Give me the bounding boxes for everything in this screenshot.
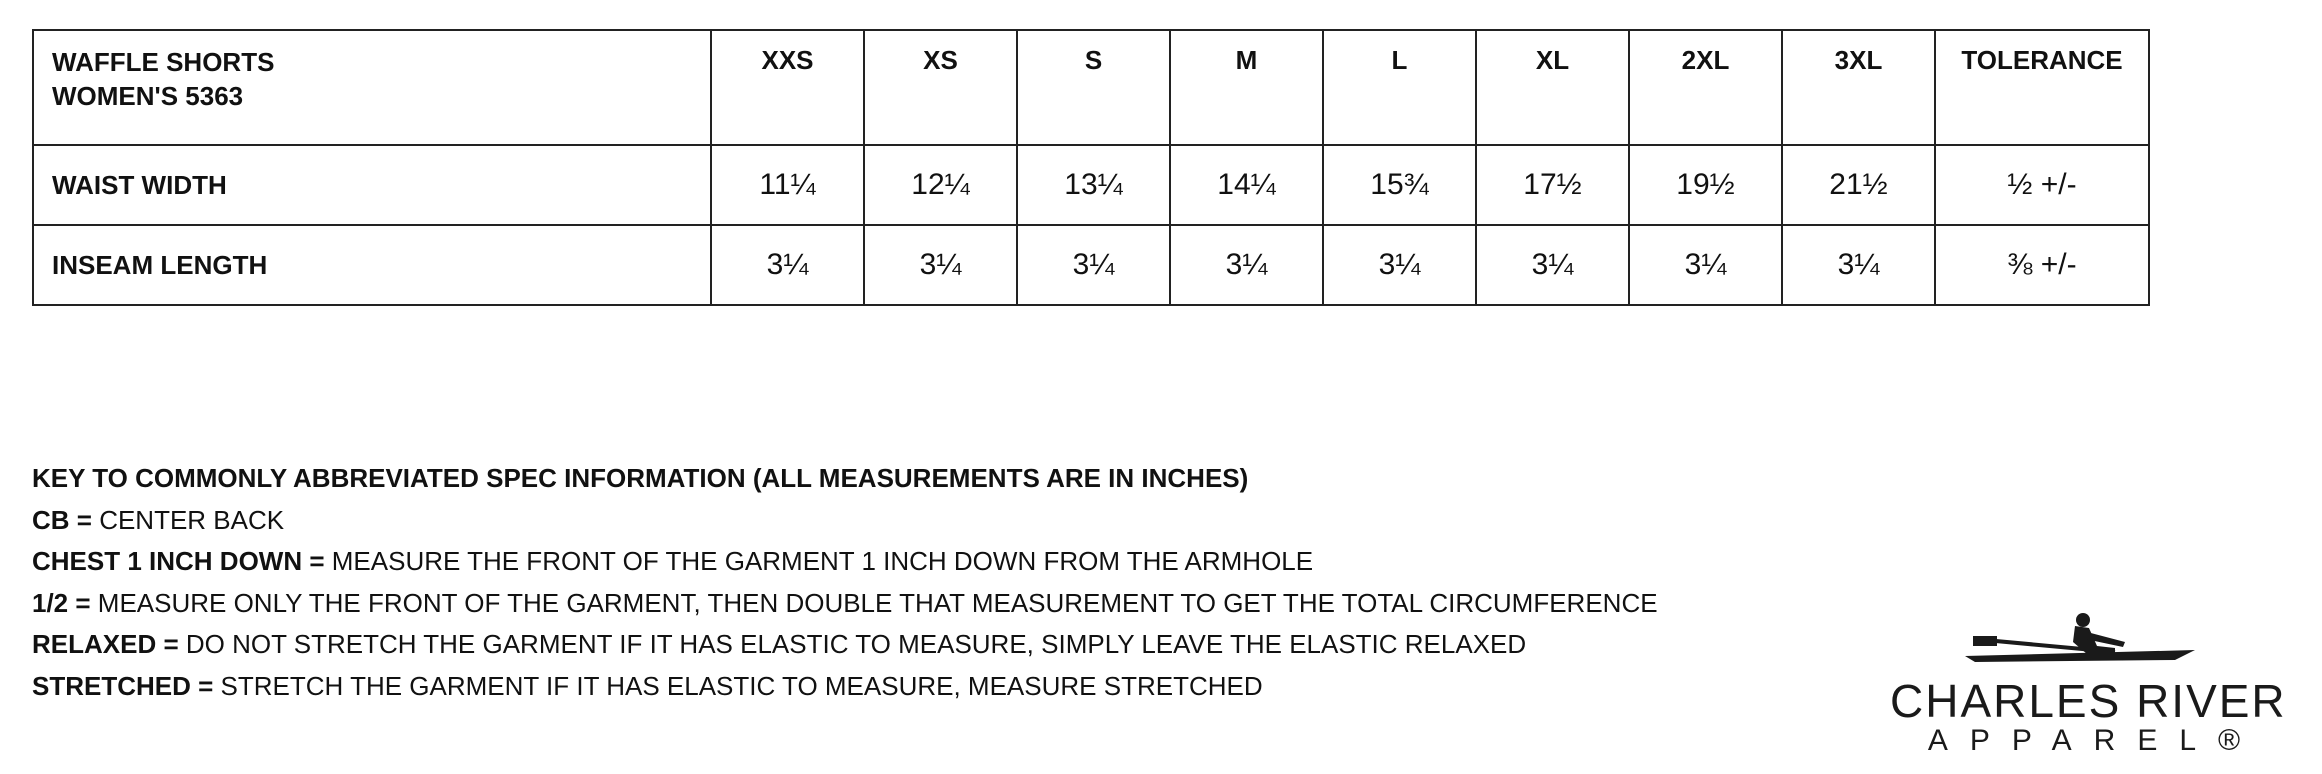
measurement-cell: 3¼ [711, 225, 864, 305]
size-header: XL [1476, 30, 1629, 145]
measurement-cell: 12¼ [864, 145, 1017, 225]
key-definition: CENTER BACK [91, 504, 285, 535]
measurement-cell: 3¼ [1476, 225, 1629, 305]
size-header: XS [864, 30, 1017, 145]
charles-river-logo [1890, 612, 2287, 762]
brand-subtitle: APPAREL® [1927, 724, 2263, 757]
brand-name: CHARLES RIVER [1890, 675, 2287, 727]
measurement-cell: 17½ [1476, 145, 1629, 225]
measurement-cell: 3¼ [864, 225, 1017, 305]
key-heading: KEY TO COMMONLY ABBREVIATED SPEC INFORMATION (ALL MEASUREMENTS ARE IN INCHES) [32, 463, 1249, 493]
measurement-cell: 3¼ [1170, 225, 1323, 305]
row-label: INSEAM LENGTH [33, 225, 711, 305]
key-definition: MEASURE ONLY THE FRONT OF THE GARMENT, THEN DOUBLE THAT MEASUREMENT TO GET THE TOTAL CIRCUMFERENCE [90, 587, 1658, 618]
product-title-cell [33, 30, 711, 145]
size-header: XXS [711, 30, 864, 145]
key-term: STRETCHED = [32, 670, 214, 701]
tolerance-cell: ⅜ +/- [1935, 225, 2149, 305]
table-row-inseam-length [33, 225, 2149, 305]
measurement-cell: 13¼ [1017, 145, 1170, 225]
key-term: CB = [32, 504, 92, 535]
size-chart-table [32, 29, 2150, 306]
abbreviation-key [32, 458, 1658, 707]
key-term: CHEST 1 INCH DOWN = [32, 546, 325, 576]
size-header: 3XL [1782, 30, 1935, 145]
key-term: 1/2 = [32, 587, 91, 618]
measurement-cell: 14¼ [1170, 145, 1323, 225]
tolerance-cell: ½ +/- [1935, 145, 2149, 225]
measurement-cell: 11¼ [711, 145, 864, 225]
key-item [32, 624, 1658, 666]
size-header: M [1170, 30, 1323, 145]
size-header: L [1323, 30, 1476, 145]
size-header: S [1017, 30, 1170, 145]
table-row-waist-width [33, 145, 2149, 225]
measurement-cell: 3¼ [1323, 225, 1476, 305]
row-label: WAIST WIDTH [33, 145, 711, 225]
measurement-cell: 19½ [1629, 145, 1782, 225]
key-item [32, 666, 1658, 708]
measurement-cell: 21½ [1782, 145, 1935, 225]
product-style: WOMEN'S 5363 [52, 81, 244, 111]
measurement-cell: 3¼ [1782, 225, 1935, 305]
rower-icon [1965, 612, 2205, 672]
tolerance-header: TOLERANCE [1935, 30, 2149, 145]
key-definition: MEASURE THE FRONT OF THE GARMENT 1 INCH DOWN FROM THE ARMHOLE [324, 546, 1314, 576]
product-name: WAFFLE SHORTS [52, 47, 275, 77]
key-item [32, 500, 1658, 542]
measurement-cell: 3¼ [1017, 225, 1170, 305]
key-definition: DO NOT STRETCH THE GARMENT IF IT HAS ELASTIC TO MEASURE, SIMPLY LEAVE THE ELASTIC RELAXED [178, 629, 1527, 659]
key-term: RELAXED = [32, 629, 179, 659]
key-definition: STRETCH THE GARMENT IF IT HAS ELASTIC TO MEASURE, MEASURE STRETCHED [213, 670, 1263, 701]
measurement-cell: 3¼ [1629, 225, 1782, 305]
key-item [32, 583, 1658, 625]
size-header: 2XL [1629, 30, 1782, 145]
measurement-cell: 15¾ [1323, 145, 1476, 225]
table-header-row [33, 30, 2149, 145]
key-item [32, 541, 1658, 583]
